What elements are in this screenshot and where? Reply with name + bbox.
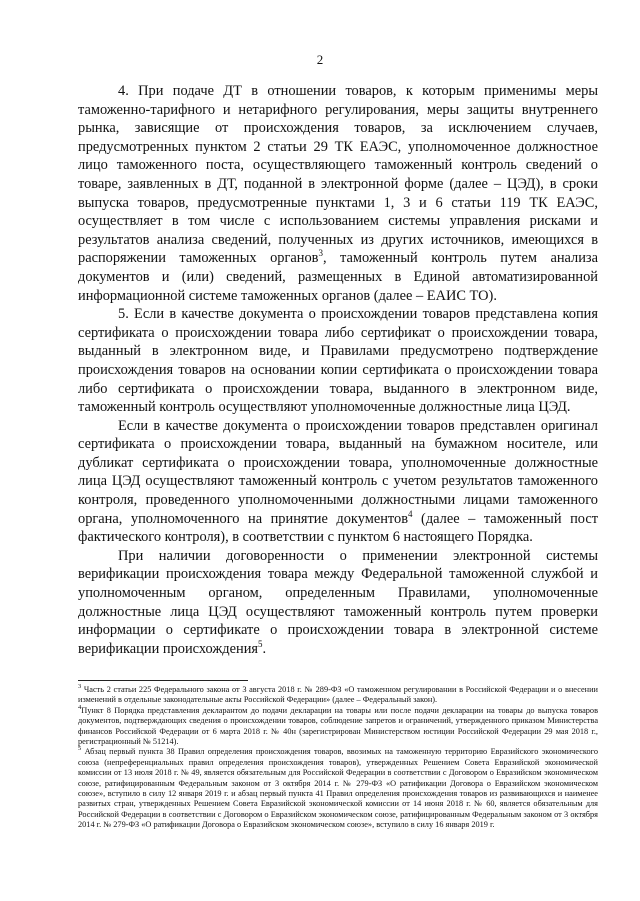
paragraph-tail: . bbox=[262, 640, 267, 657]
footnote-mark: 4 bbox=[78, 704, 82, 712]
footnote-separator bbox=[78, 680, 248, 681]
paragraph-text: 5. Если в качестве документа о происхождении товаров представлена копия сертификата о происхождении товара либо сертификат о происхождении товара, выданный в электронном виде, и Правилами предусмотрено подтверждение происхождения товаров на основании копии сертификата о происхождении товара либо сертификата о происхождении товара, выданного в электронном виде, таможенный контроль осуществляют уполномоченные должностные лица ЦЭД. bbox=[78, 306, 598, 416]
footnotes bbox=[78, 685, 598, 831]
paragraph-original-certificate bbox=[78, 417, 598, 547]
paragraph-4 bbox=[78, 82, 598, 305]
paragraph-text: Если в качестве документа о происхождении товаров представлен оригинал сертификата о происхождении товара, выданный на бумажном носителе, или дубликат сертификата о происхождении товара, уполномоченные должностные лица ЦЭД осуществляют таможенный контроль с учетом результатов таможенного контроля, проведенного уполномоченными должностными лицами таможенного органа, уполномоченного на принятие документов bbox=[78, 417, 598, 527]
footnote-4 bbox=[78, 706, 598, 748]
footnote-mark: 3 bbox=[78, 683, 82, 691]
paragraph-verification bbox=[78, 547, 598, 659]
footnote-3 bbox=[78, 685, 598, 706]
paragraph-5 bbox=[78, 305, 598, 417]
paragraph-tail: (далее – таможенный пост фактического контроля), в соответствии с пунктом 6 настоящего Порядка. bbox=[78, 510, 598, 546]
main-text bbox=[78, 82, 598, 658]
footnote-mark: 5 bbox=[78, 745, 82, 753]
paragraph-text: При наличии договоренности о применении электронной системы верификации происхождения товара между Федеральной таможенной службой и уполномоченным органом, определенным Правилами, уполномоченные должностные лица ЦЭД осуществляют таможенный контроль путем проверки информации о сертификате о происхождении товара в электронной системе верификации происхождения bbox=[78, 547, 598, 657]
footnote-text: Абзац первый пункта 38 Правил определения происхождения товаров, ввозимых на таможенную территорию Евразийского экономического союза (непреференциальных правил определения происхождения товаров), утвержденных Решением Совета Евразийской экономической комиссии от 13 июля 2018 г. № 49, является обязательным для Российской Федерации в соответствии с Договором о Евразийском экономическом союзе, ратифицированным Федеральным законом от 3 октября 2014 г. № 279-ФЗ «О ратификации Договора о Евразийском экономическом союзе», вступило в силу 12 января 2019 г. и абзац первый пункта 41 Правил определения происхождения товаров из развивающихся и наименее развитых стран, утвержденных Решением Совета Евразийской экономической комиссии от 14 июня 2018 г. № 60, является обязательным для Российской Федерации в соответствии с Договором о Евразийском экономическом союзе, ратифицированным Федеральным законом от 3 октября 2014 г. № 279-ФЗ «О ратификации Договора о Евразийском экономическом союзе», вступило в силу 16 января 2019 г. bbox=[78, 747, 598, 830]
footnote-ref[interactable]: 3 bbox=[318, 248, 323, 259]
footnote-5 bbox=[78, 747, 598, 830]
footnote-text: Часть 2 статьи 225 Федерального закона от 3 августа 2018 г. № 289-ФЗ «О таможенном регулировании в Российской Федерации и о внесении изменений в отдельные законодательные акты Российской Федерации» (далее – Федеральный закон). bbox=[78, 685, 598, 705]
paragraph-tail: , таможенный контроль путем анализа документов и (или) сведений, размещенных в Единой автоматизированной информационной системе таможенных органов (далее – ЕАИС ТО). bbox=[78, 250, 598, 304]
footnote-text: Пункт 8 Порядка представления декларантом до подачи декларации на товары или после подачи декларации на товары до выпуска товаров документов, подтверждающих сведения о происхождении товаров, соблюдение запретов и ограничений, утвержденного приказом Министерства финансов Российской Федерации от 6 марта 2018 г. № 40н (зарегистрирован Министерством юстиции Российской Федерации 29 мая 2018 г., регистрационный № 51214). bbox=[78, 705, 598, 747]
footnote-ref[interactable]: 4 bbox=[408, 508, 413, 519]
paragraph-text: 4. При подаче ДТ в отношении товаров, к которым применимы меры таможенно-тарифного и нетарифного регулирования, меры защиты внутреннего рынка, зависящие от происхождения товаров, за исключением случаев, предусмотренных пунктом 2 статьи 29 ТК ЕАЭС, уполномоченное должностное лицо таможенного поста, осуществляющего таможенный контроль сведений о товаре, заявленных в ДТ, поданной в электронной форме (далее – ЦЭД), в сроки выпуска товаров, предусмотренные пунктами 1, 3 и 6 статьи 119 ТК ЕАЭС, осуществляет в том числе с использованием системы управления рисками и результатов анализа сведений, полученных из других источников, имеющихся в распоряжении таможенных органов bbox=[78, 83, 598, 267]
page-number: 2 bbox=[316, 52, 324, 67]
footnote-ref[interactable]: 5 bbox=[258, 639, 263, 650]
